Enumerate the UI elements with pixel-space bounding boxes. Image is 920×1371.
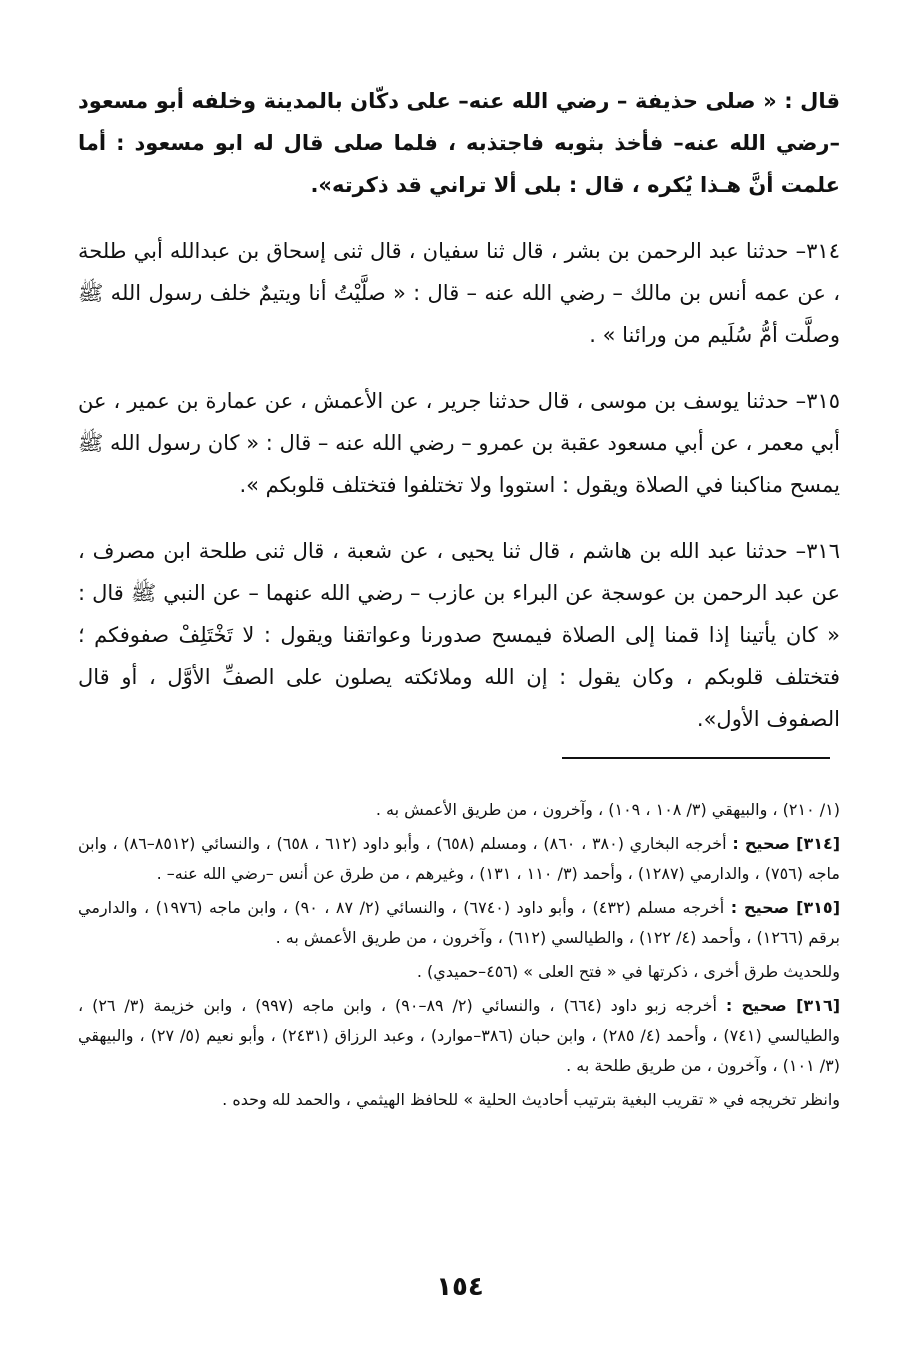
hadith-text: حدثنا عبد الرحمن بن بشر ، قال ثنا سفيان ، قال ثنى إسحاق بن عبدالله أبي طلحة ، عن عمه أنس بن مالك – رضي الله عنه – قال : « صلَّيْتُ أنا ويتيمٌ خلف رسول الله ﷺ وصلَّت أمُّ سُلَيم من ورائنا » . [78,239,840,347]
hadith-number: ٣١٤– [795,239,840,263]
hadith-text: حدثنا يوسف بن موسى ، قال حدثنا جرير ، عن الأعمش ، عن عمارة بن عمير ، عن أبي معمر ، عن أبي مسعود عقبة بن عمرو – رضي الله عنه – قال : « كان رسول الله ﷺ يمسح مناكبنا في الصلاة ويقول : استووا ولا تختلفوا فتختلف قلوبكم ». [78,389,840,497]
footnote-text: (١/ ٢١٠) ، والبيهقي (٣/ ١٠٨ ، ١٠٩) ، وآخرون ، من طريق الأعمش به . [375,800,840,819]
footnote-text: وانظر تخريجه في « تقريب البغية بترتيب أحاديث الحلية » للحافظ الهيثمي ، والحمد لله وحده . [222,1090,840,1109]
footnote [78,829,840,889]
footnote-text: أخرجه زبو داود (٦٦٤) ، والنسائي (٢/ ٨٩–٩٠) ، وابن ماجه (٩٩٧) ، وابن خزيمة (٣/ ٢٦) ، والطيالسي (٧٤١) ، وأحمد (٤/ ٢٨٥) ، وابن حبان (٣٨٦–موارد) ، وعبد الرزاق (٢٤٣١) ، وأبو نعيم (٥/ ٢٧) ، والبيهقي (٣/ ١٠١) ، وآخرون ، من طريق طلحة به . [78,996,840,1075]
footnote-divider [562,757,830,759]
footnote-tag: [٣١٦] صحيح : [725,996,841,1015]
footnote-tag: [٣١٥] صحيح : [730,898,840,917]
hadith-text: قال : « صلى حذيفة – رضي الله عنه– على دكّان بالمدينة وخلفه أبو مسعود –رضي الله عنه– فأخذ بثوبه فاجتذبه ، فلما صلى قال له ابو مسعود : أما علمت أنَّ هـذا يُكره ، قال : بلى ألا تراني قد ذكرته». [78,89,840,197]
hadith-paragraph [78,80,840,206]
footnote [78,991,840,1081]
footnote [78,893,840,953]
footnote-text: أخرجه مسلم (٤٣٢) ، وأبو داود (٦٧٤٠) ، والنسائي (٢/ ٨٧ ، ٩٠) ، وابن ماجه (١٩٧٦) ، والدارمي برقم (١٢٦٦) ، وأحمد (٤/ ١٢٢) ، والطيالسي (٦١٢) ، وآخرون ، من طريق الأعمش به . [78,898,840,947]
hadith-paragraph [78,530,840,740]
hadith-number: ٣١٥– [795,389,841,413]
footnote [78,795,840,825]
hadith-number: ٣١٦– [795,539,840,563]
footnote-text: وللحديث طرق أخرى ، ذكرتها في « فتح العلى » (٤٥٦–حميدي) . [416,962,840,981]
footnote [78,1085,840,1115]
footnotes [78,795,840,1119]
hadith-paragraph [78,230,840,356]
main-text [78,80,840,764]
footnote-text: أخرجه البخاري (٣٨٠ ، ٨٦٠) ، ومسلم (٦٥٨) ، وأبو داود (٦١٢ ، ٦٥٨) ، والنسائي (٨٥١٢–٨٦) ، وابن ماجه (٧٥٦) ، والدارمي (١٢٨٧) ، وأحمد (٣/ ١١٠ ، ١٣١) ، وغيرهم ، من طرق عن أنس –رضي الله عنه– . [78,834,840,883]
hadith-paragraph [78,380,840,506]
footnote-tag: [٣١٤] صحيح : [732,834,841,853]
page-number: ١٥٤ [436,1272,484,1302]
hadith-text: حدثنا عبد الله بن هاشم ، قال ثنا يحيى ، عن شعبة ، قال ثنى طلحة ابن مصرف ، عن عبد الرحمن بن عوسجة عن البراء بن عازب – رضي الله عنهما – عن النبي ﷺ قال : « كان يأتينا إذا قمنا إلى الصلاة فيمسح صدورنا وعواتقنا ويقول : لا تَخْتَلِفْ صفوفكم ؛ فتختلف قلوبكم ، وكان يقول : إن الله وملائكته يصلون على الصفِّ الأوَّل ، أو قال الصفوف الأول». [78,539,840,731]
footnote [78,957,840,987]
